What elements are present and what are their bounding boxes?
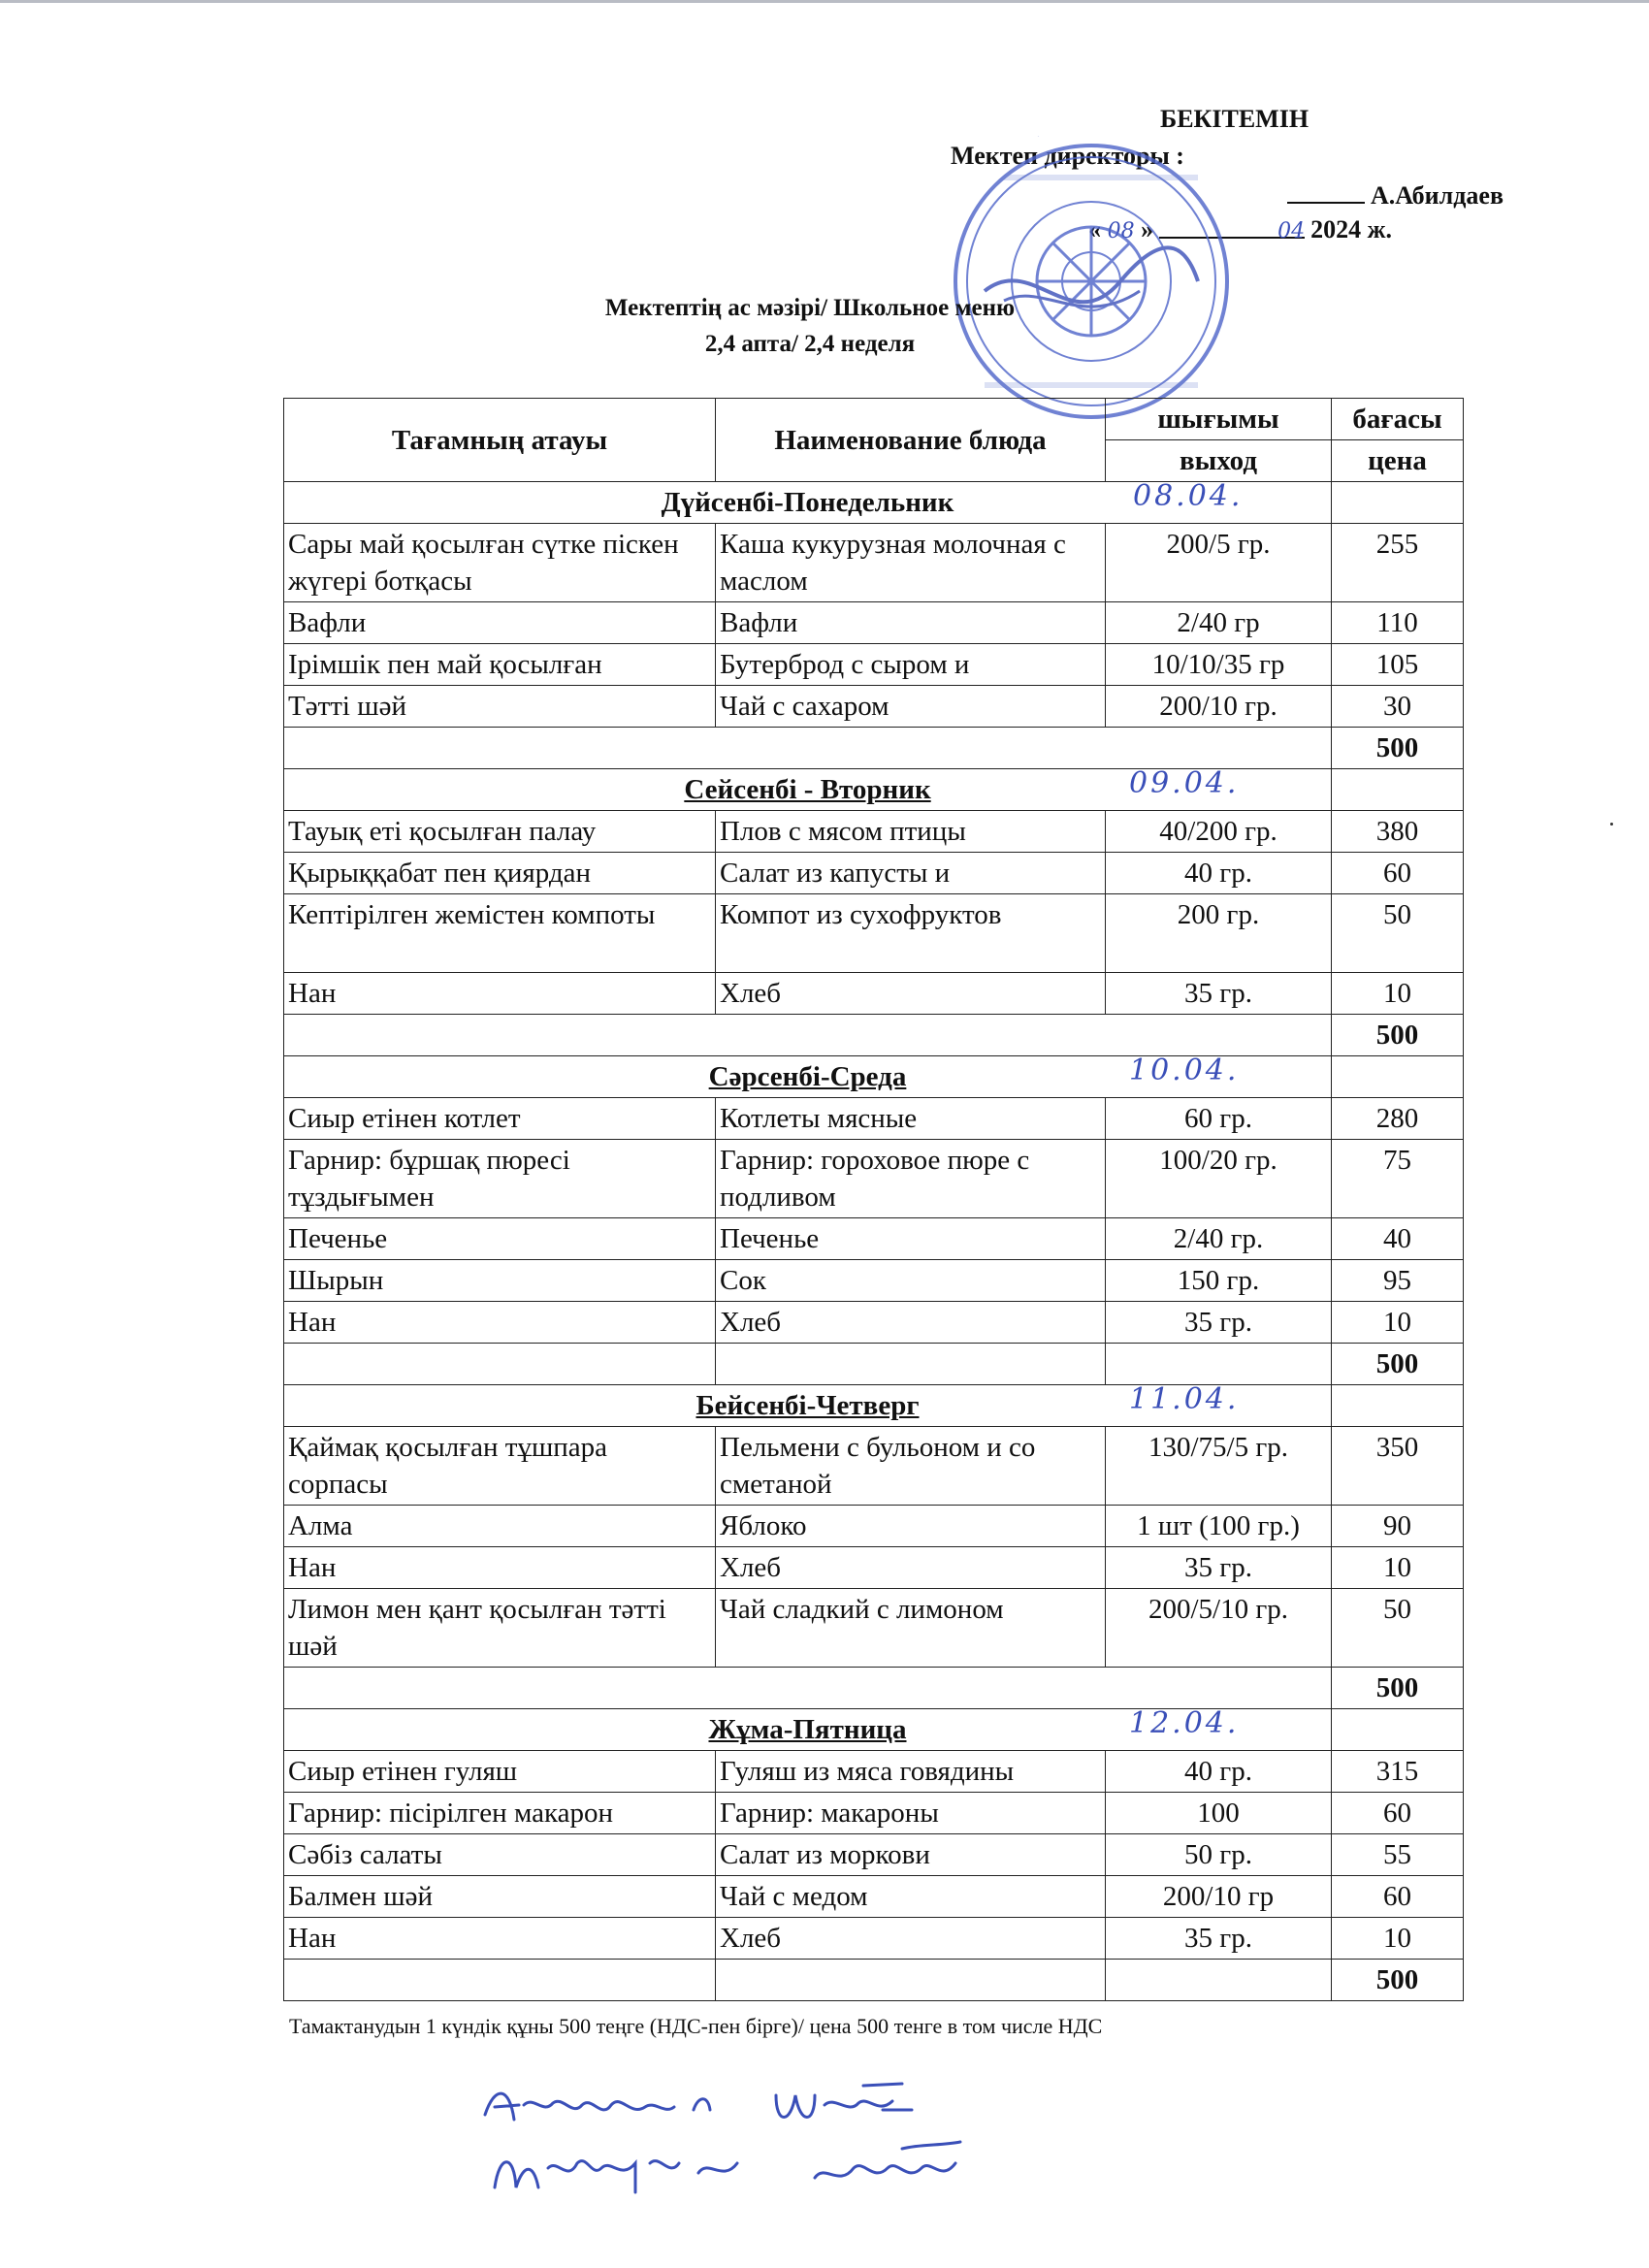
dish-name-ru: Чай сладкий с лимоном (716, 1589, 1106, 1668)
day-name: Жұма-Пятница (708, 1714, 907, 1745)
official-seal-stamp (946, 136, 1237, 427)
dish-name-ru: Пельмени с бульоном и со сметаной (716, 1427, 1106, 1506)
table-row (284, 1218, 1464, 1260)
dish-name-ru: Хлеб (716, 1547, 1106, 1589)
empty-cell (284, 1668, 1332, 1709)
price: 10 (1332, 1918, 1464, 1960)
empty-cell (284, 1960, 716, 2001)
portion-output: 40 гр. (1106, 1751, 1332, 1793)
portion-output: 40/200 гр. (1106, 811, 1332, 853)
table-row (284, 1793, 1464, 1834)
portion-output: 35 гр. (1106, 1918, 1332, 1960)
dish-name-kz: Шырын (284, 1260, 716, 1302)
header-name-kz: Тағамның атауы (284, 399, 716, 482)
dish-name-kz: Ірімшік пен май қосылған (284, 644, 716, 686)
signature-line (1287, 180, 1365, 204)
dish-name-kz: Қырыққабат пен қиярдан (284, 853, 716, 894)
price: 10 (1332, 1547, 1464, 1589)
dish-name-ru: Печенье (716, 1218, 1106, 1260)
dish-name-ru: Плов с мясом птицы (716, 811, 1106, 853)
day-name: Бейсенбі-Четверг (695, 1390, 920, 1421)
portion-output: 150 гр. (1106, 1260, 1332, 1302)
dish-name-kz: Алма (284, 1506, 716, 1547)
day-total: 500 (1332, 728, 1464, 769)
table-row (284, 811, 1464, 853)
dish-name-kz: Нан (284, 973, 716, 1015)
date-month: 04 (1277, 219, 1306, 243)
price: 30 (1332, 686, 1464, 728)
handwritten-signatures (466, 2066, 1145, 2212)
handwritten-date: 10.04. (1129, 1053, 1240, 1087)
dish-name-kz: Гарнир: бұршақ пюресі тұздығымен (284, 1140, 716, 1218)
empty-cell (1332, 1056, 1464, 1098)
portion-output: 35 гр. (1106, 1547, 1332, 1589)
day-name: Сейсенбі - Вторник (684, 774, 931, 805)
day-total: 500 (1332, 1668, 1464, 1709)
dish-name-kz: Лимон мен қант қосылған тәтті шәй (284, 1589, 716, 1668)
portion-output: 60 гр. (1106, 1098, 1332, 1140)
dish-name-kz: Нан (284, 1918, 716, 1960)
price: 60 (1332, 853, 1464, 894)
day-header-row (284, 769, 1464, 811)
dish-name-kz: Нан (284, 1302, 716, 1344)
dish-name-kz: Кептірілген жемістен компоты (284, 894, 716, 973)
day-title (284, 1053, 1332, 1098)
approval-title: БЕКІТЕМІН (1160, 105, 1310, 133)
scan-edge (0, 0, 1649, 3)
day-total: 500 (1332, 1344, 1464, 1385)
price: 75 (1332, 1140, 1464, 1218)
table-row (284, 1589, 1464, 1668)
dish-name-kz: Тәтті шәй (284, 686, 716, 728)
table-row (284, 1506, 1464, 1547)
price: 280 (1332, 1098, 1464, 1140)
portion-output: 130/75/5 гр. (1106, 1427, 1332, 1506)
empty-cell (716, 1960, 1106, 2001)
empty-cell (284, 1344, 716, 1385)
dish-name-ru: Бутерброд с сыром и (716, 644, 1106, 686)
day-total-row (284, 728, 1464, 769)
dish-name-ru: Гарнир: макароны (716, 1793, 1106, 1834)
dish-name-ru: Чай с сахаром (716, 686, 1106, 728)
price: 10 (1332, 1302, 1464, 1344)
date-open-quote: « (1088, 215, 1102, 243)
price: 90 (1332, 1506, 1464, 1547)
header-output-kz: шығымы (1106, 399, 1332, 440)
dish-name-kz: Сары май қосылған сүтке піскен жүгері ботқасы (284, 524, 716, 602)
dish-name-ru: Хлеб (716, 973, 1106, 1015)
table-row (284, 686, 1464, 728)
portion-output: 50 гр. (1106, 1834, 1332, 1876)
price: 40 (1332, 1218, 1464, 1260)
portion-output: 200 гр. (1106, 894, 1332, 973)
empty-cell (1106, 1344, 1332, 1385)
director-name: А.Абилдаев (1370, 181, 1504, 210)
price: 380 (1332, 811, 1464, 853)
price: 50 (1332, 1589, 1464, 1668)
empty-cell (284, 728, 1332, 769)
price: 350 (1332, 1427, 1464, 1506)
portion-output: 100 (1106, 1793, 1332, 1834)
price: 110 (1332, 602, 1464, 644)
dish-name-ru: Каша кукурузная молочная с маслом (716, 524, 1106, 602)
day-total: 500 (1332, 1015, 1464, 1056)
dish-name-ru: Хлеб (716, 1918, 1106, 1960)
dish-name-ru: Салат из капусты и (716, 853, 1106, 894)
table-row (284, 973, 1464, 1015)
portion-output: 200/10 гр (1106, 1876, 1332, 1918)
table-row (284, 1751, 1464, 1793)
header-output-ru: выход (1106, 440, 1332, 482)
portion-output: 200/10 гр. (1106, 686, 1332, 728)
day-header-row (284, 1709, 1464, 1751)
portion-output: 2/40 гр. (1106, 1218, 1332, 1260)
dish-name-ru: Котлеты мясные (716, 1098, 1106, 1140)
day-total-row (284, 1015, 1464, 1056)
menu-title: Мектептің ас мәзірі/ Школьное меню (604, 295, 1016, 321)
date-day: 08 (1107, 219, 1135, 243)
day-title (284, 479, 1332, 524)
table-row (284, 1427, 1464, 1506)
dish-name-ru: Гуляш из мяса говядины (716, 1751, 1106, 1793)
empty-cell (1332, 769, 1464, 811)
empty-cell (1106, 1960, 1332, 2001)
day-title (284, 1382, 1332, 1427)
day-name: Дүйсенбі-Понедельник (661, 487, 954, 518)
menu-table (283, 398, 1464, 2001)
table-row (284, 853, 1464, 894)
table-row (284, 1918, 1464, 1960)
dish-name-ru: Компот из сухофруктов (716, 894, 1106, 973)
dish-name-ru: Яблоко (716, 1506, 1106, 1547)
handwritten-date: 12.04. (1129, 1706, 1240, 1740)
portion-output: 1 шт (100 гр.) (1106, 1506, 1332, 1547)
dish-name-ru: Салат из моркови (716, 1834, 1106, 1876)
portion-output: 200/5/10 гр. (1106, 1589, 1332, 1668)
day-total-row (284, 1344, 1464, 1385)
price: 105 (1332, 644, 1464, 686)
footer-note: Тамактанудын 1 күндік құны 500 теңге (НДС-пен бірге)/ цена 500 тенге в том числе НДС (289, 2014, 1103, 2038)
date-year: 2024 ж. (1310, 215, 1392, 243)
menu-body (284, 479, 1464, 2001)
empty-cell (284, 1015, 1332, 1056)
portion-output: 10/10/35 гр (1106, 644, 1332, 686)
portion-output: 2/40 гр (1106, 602, 1332, 644)
table-row (284, 644, 1464, 686)
table-row (284, 602, 1464, 644)
handwritten-date: 11.04. (1129, 1382, 1240, 1416)
scan-speck (1610, 823, 1613, 826)
dish-name-kz: Печенье (284, 1218, 716, 1260)
price: 50 (1332, 894, 1464, 973)
handwritten-date: 08.04. (1133, 479, 1244, 513)
table-row (284, 1260, 1464, 1302)
day-title (284, 766, 1332, 811)
dish-name-ru: Хлеб (716, 1302, 1106, 1344)
empty-cell (1332, 1385, 1464, 1427)
price: 95 (1332, 1260, 1464, 1302)
header-price-kz: бағасы (1332, 399, 1464, 440)
header-price-ru: цена (1332, 440, 1464, 482)
empty-cell (716, 1344, 1106, 1385)
price: 10 (1332, 973, 1464, 1015)
dish-name-ru: Чай с медом (716, 1876, 1106, 1918)
day-total: 500 (1332, 1960, 1464, 2001)
price: 60 (1332, 1876, 1464, 1918)
table-row (284, 894, 1464, 973)
dish-name-kz: Сиыр етінен гуляш (284, 1751, 716, 1793)
dish-name-kz: Қаймақ қосылған тұшпара сорпасы (284, 1427, 716, 1506)
price: 60 (1332, 1793, 1464, 1834)
portion-output: 100/20 гр. (1106, 1140, 1332, 1218)
empty-cell (1332, 1709, 1464, 1751)
day-name: Сәрсенбі-Среда (708, 1061, 907, 1092)
day-total-row (284, 1960, 1464, 2001)
price: 255 (1332, 524, 1464, 602)
table-row (284, 1547, 1464, 1589)
dish-name-kz: Балмен шәй (284, 1876, 716, 1918)
menu-subtitle: 2,4 апта/ 2,4 неделя (704, 331, 916, 357)
day-total-row (284, 1668, 1464, 1709)
day-header-row (284, 1056, 1464, 1098)
portion-output: 40 гр. (1106, 853, 1332, 894)
dish-name-kz: Тауық еті қосылған палау (284, 811, 716, 853)
empty-cell (1332, 482, 1464, 524)
dish-name-kz: Вафли (284, 602, 716, 644)
date-close-quote: » (1141, 215, 1154, 243)
day-header-row (284, 1385, 1464, 1427)
dish-name-ru: Вафли (716, 602, 1106, 644)
table-row (284, 1834, 1464, 1876)
portion-output: 200/5 гр. (1106, 524, 1332, 602)
header-name-ru: Наименование блюда (716, 399, 1106, 482)
dish-name-ru: Сок (716, 1260, 1106, 1302)
approval-role: Мектеп директоры : (951, 142, 1184, 170)
dish-name-ru: Гарнир: гороховое пюре с подливом (716, 1140, 1106, 1218)
dish-name-kz: Нан (284, 1547, 716, 1589)
dish-name-kz: Сәбіз салаты (284, 1834, 716, 1876)
dish-name-kz: Сиыр етінен котлет (284, 1098, 716, 1140)
day-header-row (284, 482, 1464, 524)
table-row (284, 1140, 1464, 1218)
table-row (284, 524, 1464, 602)
portion-output: 35 гр. (1106, 973, 1332, 1015)
day-title (284, 1706, 1332, 1751)
table-row (284, 1098, 1464, 1140)
price: 315 (1332, 1751, 1464, 1793)
dish-name-kz: Гарнир: пісірілген макарон (284, 1793, 716, 1834)
table-row (284, 1302, 1464, 1344)
table-row (284, 1876, 1464, 1918)
price: 55 (1332, 1834, 1464, 1876)
handwritten-date: 09.04. (1129, 766, 1240, 800)
portion-output: 35 гр. (1106, 1302, 1332, 1344)
